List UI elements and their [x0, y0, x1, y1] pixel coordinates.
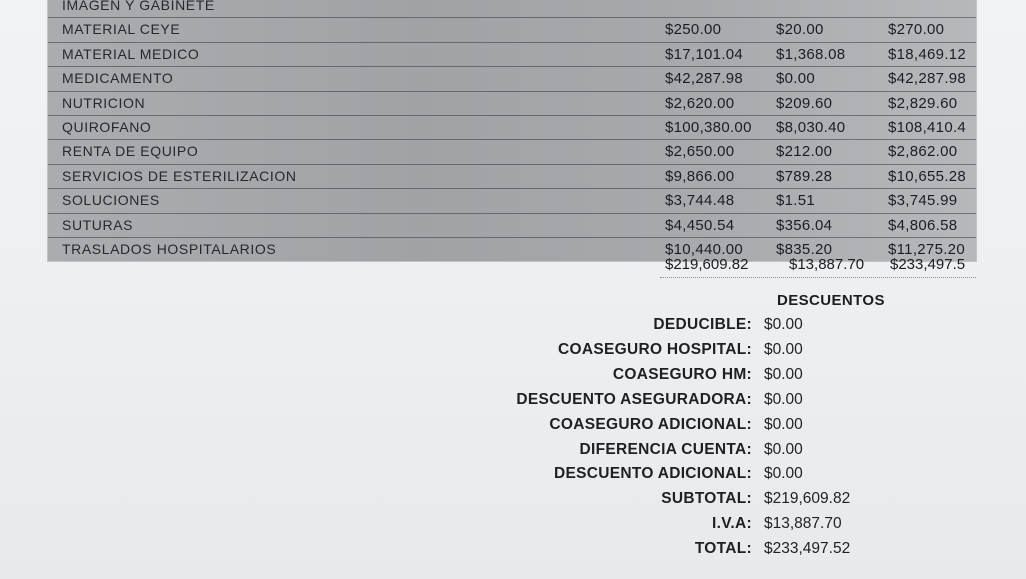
totals-subtotal: $219,609.82 [665, 256, 749, 273]
descuento-value: $0.00 [764, 415, 803, 433]
descuento-row [0, 465, 1026, 487]
iva-cell: $1.51 [776, 192, 816, 210]
table-row [48, 164, 976, 188]
concept-cell: SOLUCIONES [62, 192, 160, 209]
table-row [48, 66, 976, 90]
totals-row [0, 256, 1026, 276]
descuento-row [0, 366, 1026, 388]
table-row [48, 0, 976, 17]
concept-cell: MATERIAL MEDICO [62, 45, 200, 62]
subtotal-cell: $10,440.00 [665, 240, 744, 258]
descuento-label: COASEGURO HM: [612, 365, 752, 383]
concept-cell: MEDICAMENTO [62, 70, 174, 87]
concept-cell: SERVICIOS DE ESTERILIZACION [62, 167, 297, 184]
subtotal-cell: $2,620.00 [665, 94, 735, 112]
subtotal-cell: $9,866.00 [665, 167, 735, 185]
descuento-label: DESCUENTO ASEGURADORA: [516, 390, 752, 408]
concept-cell: NUTRICION [62, 94, 146, 111]
concept-cell: RENTA DE EQUIPO [62, 143, 199, 160]
total-cell: $11,275.20 [888, 240, 965, 258]
descuento-value: $0.00 [764, 316, 803, 333]
total-cell: $2,829.60 [888, 94, 958, 112]
descuento-label: DEDUCIBLE: [653, 316, 752, 333]
table-row [48, 213, 976, 237]
concept-cell: TRASLADOS HOSPITALARIOS [62, 240, 277, 257]
total-cell: $18,469.12 [888, 45, 967, 63]
concept-cell: IMAGEN Y GABINETE [62, 0, 215, 13]
subtotal-cell: $250.00 [665, 21, 722, 39]
descuento-label: SUBTOTAL: [661, 490, 752, 508]
table-row [48, 91, 976, 115]
concept-cell: SUTURAS [62, 216, 134, 233]
total-cell: $4,806.58 [888, 216, 958, 234]
iva-cell: $8,030.40 [776, 118, 846, 136]
descuento-row [0, 341, 1026, 363]
iva-cell: $212.00 [776, 143, 833, 161]
total-cell: $10,655.28 [888, 167, 967, 185]
descuento-label: COASEGURO HOSPITAL: [557, 340, 752, 358]
total-cell: $42,287.98 [888, 70, 967, 88]
descuento-row [0, 441, 1026, 463]
descuento-row [0, 515, 1026, 537]
descuento-value: $219,609.82 [764, 490, 851, 508]
descuento-value: $13,887.70 [764, 515, 842, 533]
iva-cell: $0.00 [776, 70, 816, 88]
iva-cell: $356.04 [776, 216, 833, 234]
descuento-label: TOTAL: [694, 540, 752, 558]
subtotal-cell: $17,101.04 [665, 45, 744, 63]
subtotal-cell: $2,650.00 [665, 143, 735, 161]
descuento-value: $0.00 [764, 390, 803, 408]
charges-table [48, 0, 976, 261]
table-row [48, 42, 976, 66]
descuento-value: $0.00 [764, 365, 803, 383]
descuento-value: $0.00 [764, 465, 803, 483]
descuento-value: $0.00 [764, 340, 803, 358]
totals-iva: $13,887.70 [789, 256, 865, 273]
descuento-value: $233,497.52 [764, 540, 851, 558]
descuento-row [0, 391, 1026, 413]
iva-cell: $20.00 [776, 21, 824, 39]
descuento-label: I.V.A: [712, 515, 752, 533]
concept-cell: QUIROFANO [62, 118, 152, 135]
descuento-row [0, 316, 1026, 338]
totals-underline [660, 277, 976, 278]
total-cell: $108,410.4 [888, 118, 967, 136]
descuento-row [0, 540, 1026, 562]
total-cell: $2,862.00 [888, 143, 958, 161]
descuento-row [0, 490, 1026, 512]
table-row [48, 188, 976, 212]
totals-total: $233,497.5 [890, 256, 966, 273]
iva-cell: $835.20 [776, 240, 833, 258]
table-row [48, 17, 976, 41]
iva-cell: $209.60 [776, 94, 833, 112]
total-cell: $3,745.99 [888, 192, 958, 210]
iva-cell: $1,368.08 [776, 45, 846, 63]
descuento-row [0, 416, 1026, 438]
concept-cell: MATERIAL CEYE [62, 21, 181, 38]
total-cell: $270.00 [888, 21, 945, 39]
table-row [48, 139, 976, 163]
subtotal-cell: $42,287.98 [665, 70, 744, 88]
descuento-label: COASEGURO ADICIONAL: [549, 415, 752, 433]
table-row [48, 115, 976, 139]
subtotal-cell: $100,380.00 [665, 118, 752, 136]
descuento-label: DESCUENTO ADICIONAL: [553, 465, 752, 483]
descuento-label: DIFERENCIA CUENTA: [579, 440, 752, 458]
subtotal-cell: $4,450.54 [665, 216, 735, 234]
descuento-value: $0.00 [764, 440, 803, 458]
subtotal-cell: $3,744.48 [665, 192, 735, 210]
iva-cell: $789.28 [776, 167, 833, 185]
descuentos-title: DESCUENTOS [777, 292, 885, 309]
